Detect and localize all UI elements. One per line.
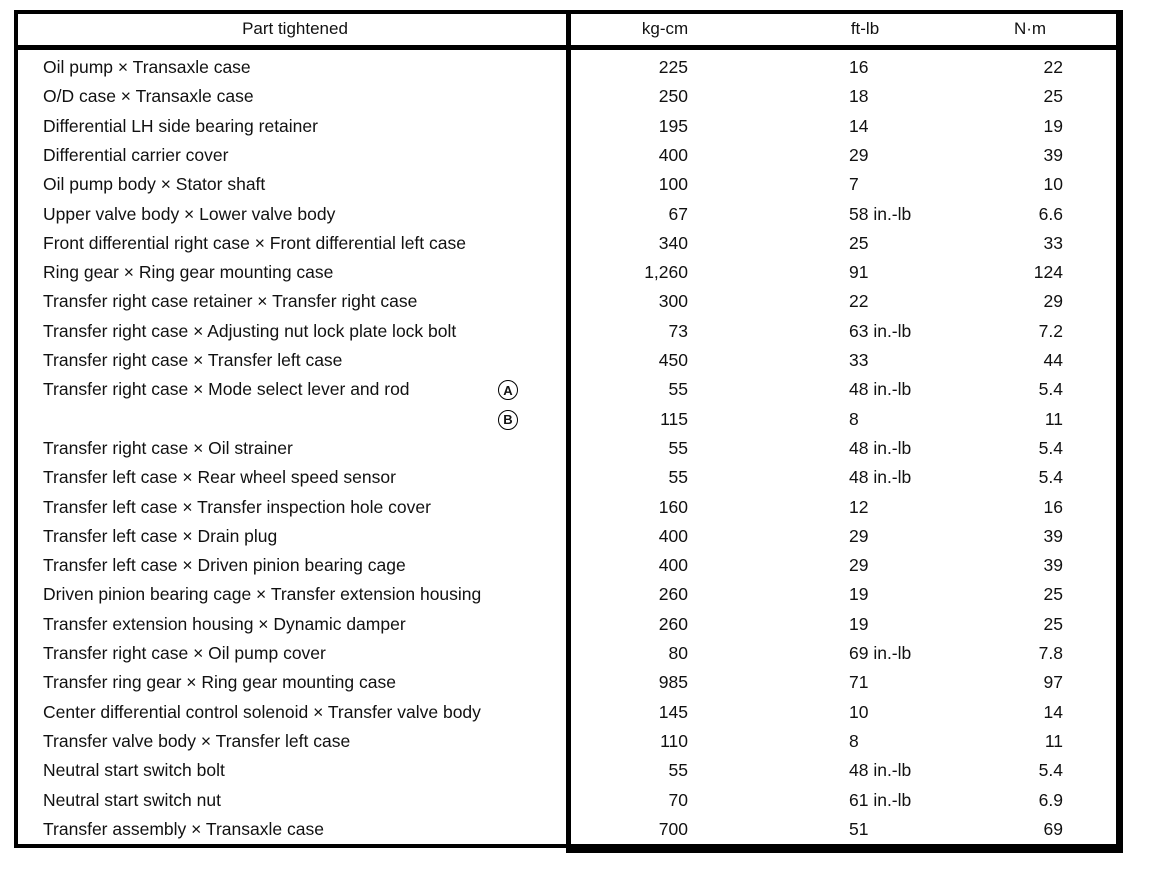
value-n-m: 5.4 [1038, 760, 1063, 781]
circled-mark-a: A [498, 380, 518, 400]
value-n-m: 39 [1043, 525, 1063, 546]
value-n-m: 6.6 [1038, 203, 1063, 224]
table-row [0, 819, 1152, 848]
table-row [0, 497, 1152, 526]
value-n-m: 29 [1043, 291, 1063, 312]
value-n-m: 25 [1043, 86, 1063, 107]
value-n-m: 6.9 [1038, 789, 1063, 810]
part-name: Transfer right case retainer × Transfer right case [43, 291, 418, 312]
value-ft-lb: 91 [849, 262, 869, 283]
value-kg-cm: 450 [658, 350, 688, 370]
value-ft-lb: 48 in.-lb [849, 760, 912, 781]
value-n-m: 25 [1043, 584, 1063, 605]
value-ft-lb: 14 [849, 115, 869, 136]
value-n-m: 19 [1043, 115, 1063, 136]
value-kg-cm: 55 [668, 467, 688, 488]
value-ft-lb: 8 [849, 730, 859, 751]
value-ft-lb: 71 [849, 672, 869, 693]
value-ft-lb: 48 in.-lb [849, 437, 912, 458]
value-n-m: 69 [1043, 818, 1063, 839]
value-kg-cm: 115 [660, 408, 688, 429]
part-name: Transfer left case × Rear wheel speed sensor [43, 467, 396, 488]
value-n-m: 10 [1043, 174, 1063, 195]
table-row [0, 291, 1152, 320]
table-row [0, 790, 1152, 819]
value-n-m: 124 [1033, 262, 1063, 283]
value-ft-lb: 48 in.-lb [849, 467, 912, 488]
value-kg-cm: 55 [668, 437, 688, 458]
value-n-m: 33 [1043, 232, 1063, 253]
value-kg-cm: 110 [660, 730, 688, 751]
header-divider [14, 45, 1123, 50]
value-n-m: 97 [1043, 672, 1063, 693]
value-kg-cm: 260 [658, 584, 688, 605]
value-n-m: 7.8 [1038, 643, 1063, 663]
value-kg-cm: 80 [668, 643, 688, 663]
table-row [0, 702, 1152, 731]
value-kg-cm: 250 [658, 86, 688, 107]
value-n-m: 22 [1043, 57, 1063, 77]
value-ft-lb: 10 [849, 701, 869, 722]
value-ft-lb: 63 in.-lb [849, 320, 912, 341]
value-kg-cm: 985 [658, 672, 688, 693]
header-n-m: N·m [1013, 19, 1047, 38]
value-kg-cm: 67 [668, 203, 688, 224]
table-row [0, 86, 1152, 115]
value-ft-lb: 33 [849, 350, 869, 370]
part-name: Transfer left case × Transfer inspection hole cover [43, 496, 431, 517]
part-name: Transfer extension housing × Dynamic damper [43, 613, 406, 634]
value-ft-lb: 29 [849, 555, 869, 576]
value-kg-cm: 73 [668, 320, 688, 341]
table-row [0, 321, 1152, 350]
table-row [0, 731, 1152, 760]
value-ft-lb: 7 [849, 174, 859, 195]
table-row [0, 672, 1152, 701]
part-name: Transfer right case × Transfer left case [43, 350, 343, 370]
value-ft-lb: 8 [849, 408, 859, 429]
table-row [0, 204, 1152, 233]
value-kg-cm: 225 [658, 57, 688, 77]
value-n-m: 39 [1043, 144, 1063, 165]
table-row [0, 233, 1152, 262]
part-name: Ring gear × Ring gear mounting case [43, 262, 334, 283]
value-n-m: 5.4 [1038, 437, 1063, 458]
value-kg-cm: 400 [658, 525, 688, 546]
table-row [0, 760, 1152, 789]
table-row [0, 526, 1152, 555]
part-name: Transfer left case × Drain plug [43, 525, 278, 546]
part-name: Neutral start switch nut [43, 789, 221, 810]
value-n-m: 25 [1043, 613, 1063, 634]
value-ft-lb: 29 [849, 525, 869, 546]
value-n-m: 44 [1043, 350, 1063, 370]
value-kg-cm: 340 [658, 232, 688, 253]
header-ft-lb: ft-lb [850, 19, 880, 38]
value-n-m: 14 [1043, 701, 1063, 722]
value-kg-cm: 260 [658, 613, 688, 634]
table-row [0, 262, 1152, 291]
value-kg-cm: 55 [668, 760, 688, 781]
value-ft-lb: 16 [849, 57, 869, 77]
value-ft-lb: 12 [849, 496, 869, 517]
part-name: Oil pump body × Stator shaft [43, 174, 266, 195]
value-kg-cm: 300 [658, 291, 688, 312]
value-ft-lb: 19 [849, 584, 869, 605]
table-row [0, 174, 1152, 203]
value-kg-cm: 70 [668, 789, 688, 810]
value-n-m: 5.4 [1038, 379, 1063, 400]
value-kg-cm: 145 [658, 701, 688, 722]
part-name: Transfer right case × Adjusting nut lock plate lock bolt [43, 320, 457, 341]
part-name: O/D case × Transaxle case [43, 86, 254, 107]
value-ft-lb: 58 in.-lb [849, 203, 912, 224]
part-name: Transfer ring gear × Ring gear mounting case [43, 672, 396, 693]
value-ft-lb: 18 [849, 86, 869, 107]
part-name: Upper valve body × Lower valve body [43, 203, 336, 224]
value-ft-lb: 22 [849, 291, 869, 312]
part-name: Neutral start switch bolt [43, 760, 225, 781]
table-row [0, 116, 1152, 145]
table-row [0, 145, 1152, 174]
header-kg-cm: kg-cm [641, 19, 689, 38]
header-part: Part tightened [242, 19, 348, 38]
table-row [0, 584, 1152, 613]
part-name: Transfer right case × Oil strainer [43, 437, 293, 458]
value-kg-cm: 195 [658, 115, 688, 136]
part-name: Center differential control solenoid × Transfer valve body [43, 701, 481, 722]
value-kg-cm: 100 [658, 174, 688, 195]
part-name: Transfer right case × Mode select lever and rod [43, 379, 410, 400]
part-name: Transfer valve body × Transfer left case [43, 730, 351, 751]
table-row [0, 57, 1152, 86]
part-name: Transfer right case × Oil pump cover [43, 643, 326, 663]
value-kg-cm: 400 [658, 555, 688, 576]
part-name: Transfer assembly × Transaxle case [43, 818, 324, 839]
value-ft-lb: 25 [849, 232, 869, 253]
value-ft-lb: 48 in.-lb [849, 379, 912, 400]
value-ft-lb: 61 in.-lb [849, 789, 912, 810]
table-row [0, 350, 1152, 379]
part-name: Front differential right case × Front differential left case [43, 232, 466, 253]
part-name: Transfer left case × Driven pinion bearing cage [43, 555, 406, 576]
part-name: Differential LH side bearing retainer [43, 115, 318, 136]
value-n-m: 5.4 [1038, 467, 1063, 488]
value-n-m: 11 [1044, 408, 1063, 429]
value-n-m: 16 [1043, 496, 1063, 517]
value-n-m: 11 [1044, 730, 1063, 751]
value-ft-lb: 29 [849, 144, 869, 165]
table-row [0, 467, 1152, 496]
value-kg-cm: 700 [658, 818, 688, 839]
value-kg-cm: 400 [658, 144, 688, 165]
table-row [0, 614, 1152, 643]
value-kg-cm: 1,260 [644, 262, 688, 283]
value-kg-cm: 55 [668, 379, 688, 400]
part-name: Driven pinion bearing cage × Transfer extension housing [43, 584, 482, 605]
value-ft-lb: 69 in.-lb [849, 643, 912, 663]
value-n-m: 7.2 [1038, 320, 1063, 341]
value-ft-lb: 51 [849, 818, 869, 839]
table-row [0, 555, 1152, 584]
table-row [0, 409, 1152, 438]
part-name: Differential carrier cover [43, 144, 229, 165]
table-row [0, 379, 1152, 408]
value-n-m: 39 [1043, 555, 1063, 576]
table-row [0, 438, 1152, 467]
circled-mark-b: B [498, 410, 518, 430]
value-ft-lb: 19 [849, 613, 869, 634]
value-kg-cm: 160 [658, 496, 688, 517]
table-row [0, 643, 1152, 672]
part-name: Oil pump × Transaxle case [43, 57, 251, 77]
